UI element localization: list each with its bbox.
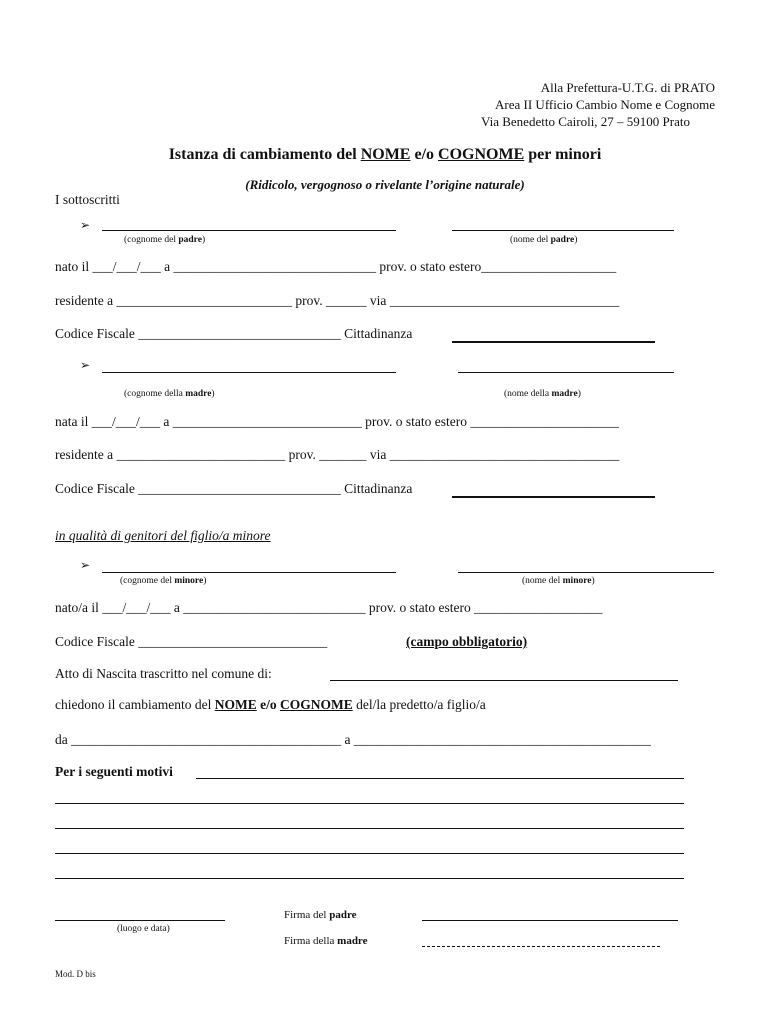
recipient-line-1: Alla Prefettura-U.T.G. di PRATO (540, 80, 715, 95)
da-a-line[interactable]: da ________________________________________ a ____________________________________________ (55, 732, 651, 747)
birth-record-field[interactable] (330, 680, 678, 681)
mother-signature-label: Firma della madre (284, 935, 368, 947)
arrow-icon: ➢ (80, 558, 91, 572)
motivi-field-2[interactable] (55, 803, 684, 804)
mother-name-field[interactable] (458, 372, 674, 373)
father-citizenship-field[interactable] (452, 341, 655, 343)
motivi-field-4[interactable] (55, 853, 684, 854)
father-resident-line[interactable]: residente a __________________________ prov. ______ via __________________________________ (55, 293, 620, 308)
minor-born-line[interactable]: nato/a il ___/___/___ a ___________________________ prov. o stato estero ___________________ (55, 600, 603, 615)
motivi-label: Per i seguenti motivi (55, 764, 173, 779)
arrow-icon: ➢ (80, 218, 91, 232)
birth-record-label: Atto di Nascita trascritto nel comune di: (55, 666, 272, 681)
mother-born-line[interactable]: nata il ___/___/___ a ____________________________ prov. o stato estero ______________________ (55, 414, 619, 429)
page-title (0, 146, 770, 164)
form-code: Mod. D bis (55, 969, 96, 979)
request-line: chiedono il cambiamento del NOME e/o COGNOME del/la predetto/a figlio/a (55, 697, 486, 712)
minor-surname-field[interactable] (102, 572, 396, 573)
recipient-line-3: Via Benedetto Cairoli, 27 – 59100 Prato (481, 114, 690, 129)
father-surname-field[interactable] (102, 230, 396, 231)
mother-resident-line[interactable]: residente a _________________________ prov. _______ via __________________________________ (55, 447, 620, 462)
father-name-field[interactable] (452, 230, 674, 231)
mother-fiscal-line[interactable]: Codice Fiscale ______________________________ Cittadinanza (55, 481, 413, 496)
minor-name-field[interactable] (458, 572, 714, 573)
subtitle: (Ridicolo, vergognoso o rivelante l’origine naturale) (245, 177, 525, 192)
father-surname-caption: (cognome del padre) (124, 235, 206, 245)
motivi-field-3[interactable] (55, 828, 684, 829)
place-date-caption: (luogo e data) (117, 924, 170, 934)
title-cognome: COGNOME (438, 146, 525, 163)
recipient-line-2: Area II Ufficio Cambio Nome e Cognome (495, 97, 715, 112)
motivi-field-1[interactable] (196, 778, 684, 779)
mother-signature-field[interactable] (422, 946, 660, 947)
title-prefix: Istanza di cambiamento del (168, 146, 361, 163)
minor-surname-caption: (cognome del minore) (120, 576, 207, 586)
mandatory-label: (campo obbligatorio) (406, 634, 528, 649)
mother-citizenship-field[interactable] (452, 496, 655, 498)
minor-name-caption: (nome del minore) (522, 576, 595, 586)
father-signature-label: Firma del padre (284, 909, 357, 921)
father-fiscal-line[interactable]: Codice Fiscale ______________________________ Cittadinanza (55, 326, 413, 341)
arrow-icon: ➢ (80, 358, 91, 372)
father-signature-field[interactable] (422, 920, 678, 921)
mother-surname-caption: (cognome della madre) (124, 389, 215, 399)
mother-name-caption: (nome della madre) (504, 389, 581, 399)
motivi-field-5[interactable] (55, 878, 684, 879)
father-name-caption: (nome del padre) (510, 235, 578, 245)
father-born-line[interactable]: nato il ___/___/___ a ______________________________ prov. o stato estero____________________ (55, 259, 617, 274)
title-mid: e/o (410, 146, 439, 163)
mother-surname-field[interactable] (102, 372, 396, 373)
place-date-field[interactable] (55, 920, 225, 921)
intro-text: I sottoscritti (55, 192, 120, 207)
qualita-text: in qualità di genitori del figlio/a minore (55, 528, 271, 543)
title-suffix: per minori (524, 146, 602, 163)
title-nome: NOME (360, 146, 411, 163)
minor-fiscal-line[interactable]: Codice Fiscale ____________________________ (55, 634, 328, 649)
